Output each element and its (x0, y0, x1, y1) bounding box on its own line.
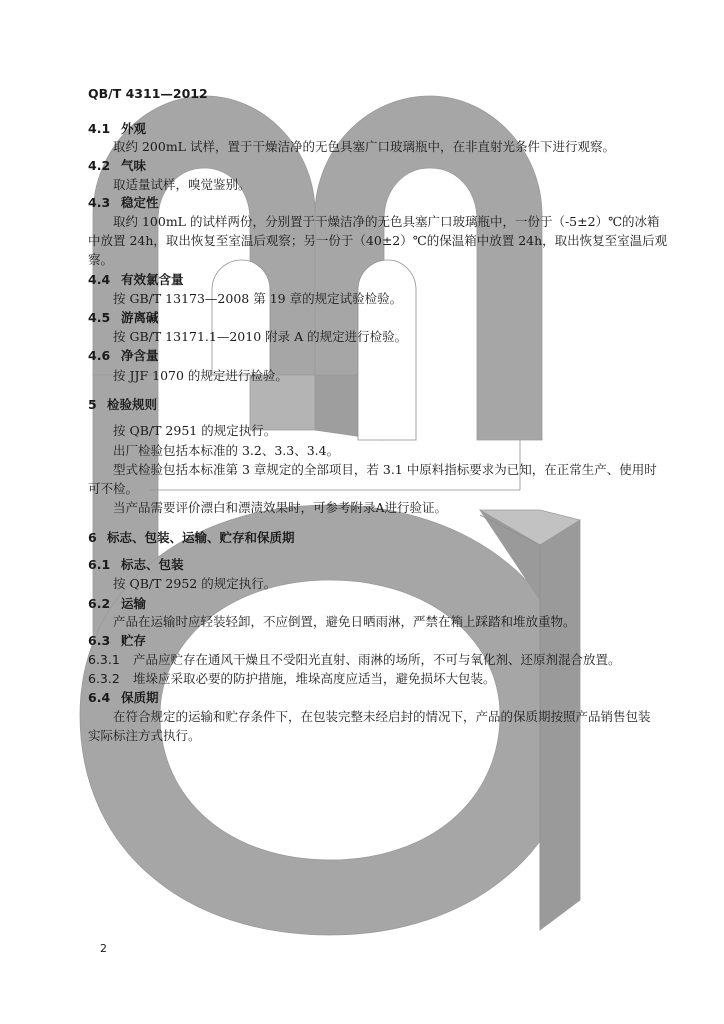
section-number: 4.2 (88, 158, 111, 173)
section-text: 取适量试样，嗅觉鉴别。 (113, 177, 251, 192)
section-text: 产品在运输时应轻装轻卸，不应倒置，避免日晒雨淋，严禁在箱上踩踏和堆放重物。 (113, 614, 576, 629)
subsection-number: 6.3.2 (88, 671, 120, 686)
section-title: 标志、包装、运输、贮存和保质期 (107, 530, 295, 545)
section-text: 产品应贮存在通风干燥且不受阳光直射、雨淋的场所，不可与氧化剂、还原剂混合放置。 (133, 652, 621, 667)
section-title: 标志、包装 (121, 557, 184, 572)
paragraph-line: 取约 100mL 的试样两份，分别置于干燥洁净的无色具塞广口玻璃瓶中，一份于（-5±2）℃的冰箱 (113, 214, 660, 229)
section-title: 游离碱 (121, 310, 159, 325)
paragraph-line: 型式检验包括本标准第 3 章规定的全部项目，若 3.1 中原料指标要求为已知，在正常生产、使用时 (113, 462, 657, 477)
section-text: 取约 200mL 试样，置于干燥洁净的无色具塞广口玻璃瓶中，在非直射光条件下进行观察。 (113, 139, 615, 154)
paragraph-line: 按 QB/T 2951 的规定执行。 (113, 423, 277, 438)
section-number: 6.3 (88, 633, 111, 648)
standard-code: QB/T 4311—2012 (88, 86, 208, 101)
section-title: 外观 (121, 121, 147, 136)
section-number: 4.4 (88, 272, 111, 287)
section-number: 6.4 (88, 690, 111, 705)
section-number: 4.1 (88, 121, 111, 136)
section-number: 6 (88, 530, 97, 545)
paragraph-line: 在符合规定的运输和贮存条件下，在包装完整未经启封的情况下，产品的保质期按照产品销售包装 (113, 709, 651, 724)
section-number: 6.1 (88, 557, 111, 572)
paragraph-line: 察。 (88, 252, 114, 267)
section-number: 5 (88, 397, 97, 412)
paragraph-line: 可不检。 (88, 481, 139, 496)
section-title: 气味 (121, 158, 147, 173)
section-title: 有效氯含量 (121, 272, 184, 287)
paragraph-line: 实际标注方式执行。 (88, 728, 201, 743)
section-number: 4.3 (88, 195, 111, 210)
paragraph-line: 出厂检验包括本标准的 3.2、3.3、3.4。 (113, 443, 340, 458)
paragraph-line: 中放置 24h，取出恢复至室温后观察；另一份于（40±2）℃的保温箱中放置 24h，取出恢复至室温后观 (88, 233, 668, 248)
section-title: 净含量 (121, 348, 159, 363)
section-number: 6.2 (88, 596, 111, 611)
section-title: 贮存 (121, 633, 147, 648)
section-text: 按 QB/T 2952 的规定执行。 (113, 576, 277, 591)
section-text: 按 GB/T 13171.1—2010 附录 A 的规定进行检验。 (113, 329, 408, 344)
section-number: 4.6 (88, 348, 111, 363)
section-title: 保质期 (121, 690, 159, 705)
page-number: 2 (100, 942, 107, 955)
section-text: 按 JJF 1070 的规定进行检验。 (113, 368, 288, 383)
section-title: 运输 (121, 596, 147, 611)
section-text: 堆垛应采取必要的防护措施，堆垛高度应适当，避免损坏大包装。 (133, 671, 496, 686)
section-text: 按 GB/T 13173—2008 第 19 章的规定试验检验。 (113, 291, 403, 306)
section-number: 4.5 (88, 310, 111, 325)
section-title: 检验规则 (107, 397, 158, 412)
section-title: 稳定性 (121, 195, 159, 210)
subsection-number: 6.3.1 (88, 652, 120, 667)
paragraph-line: 当产品需要评价漂白和漂渍效果时，可参考附录A进行验证。 (113, 500, 448, 515)
